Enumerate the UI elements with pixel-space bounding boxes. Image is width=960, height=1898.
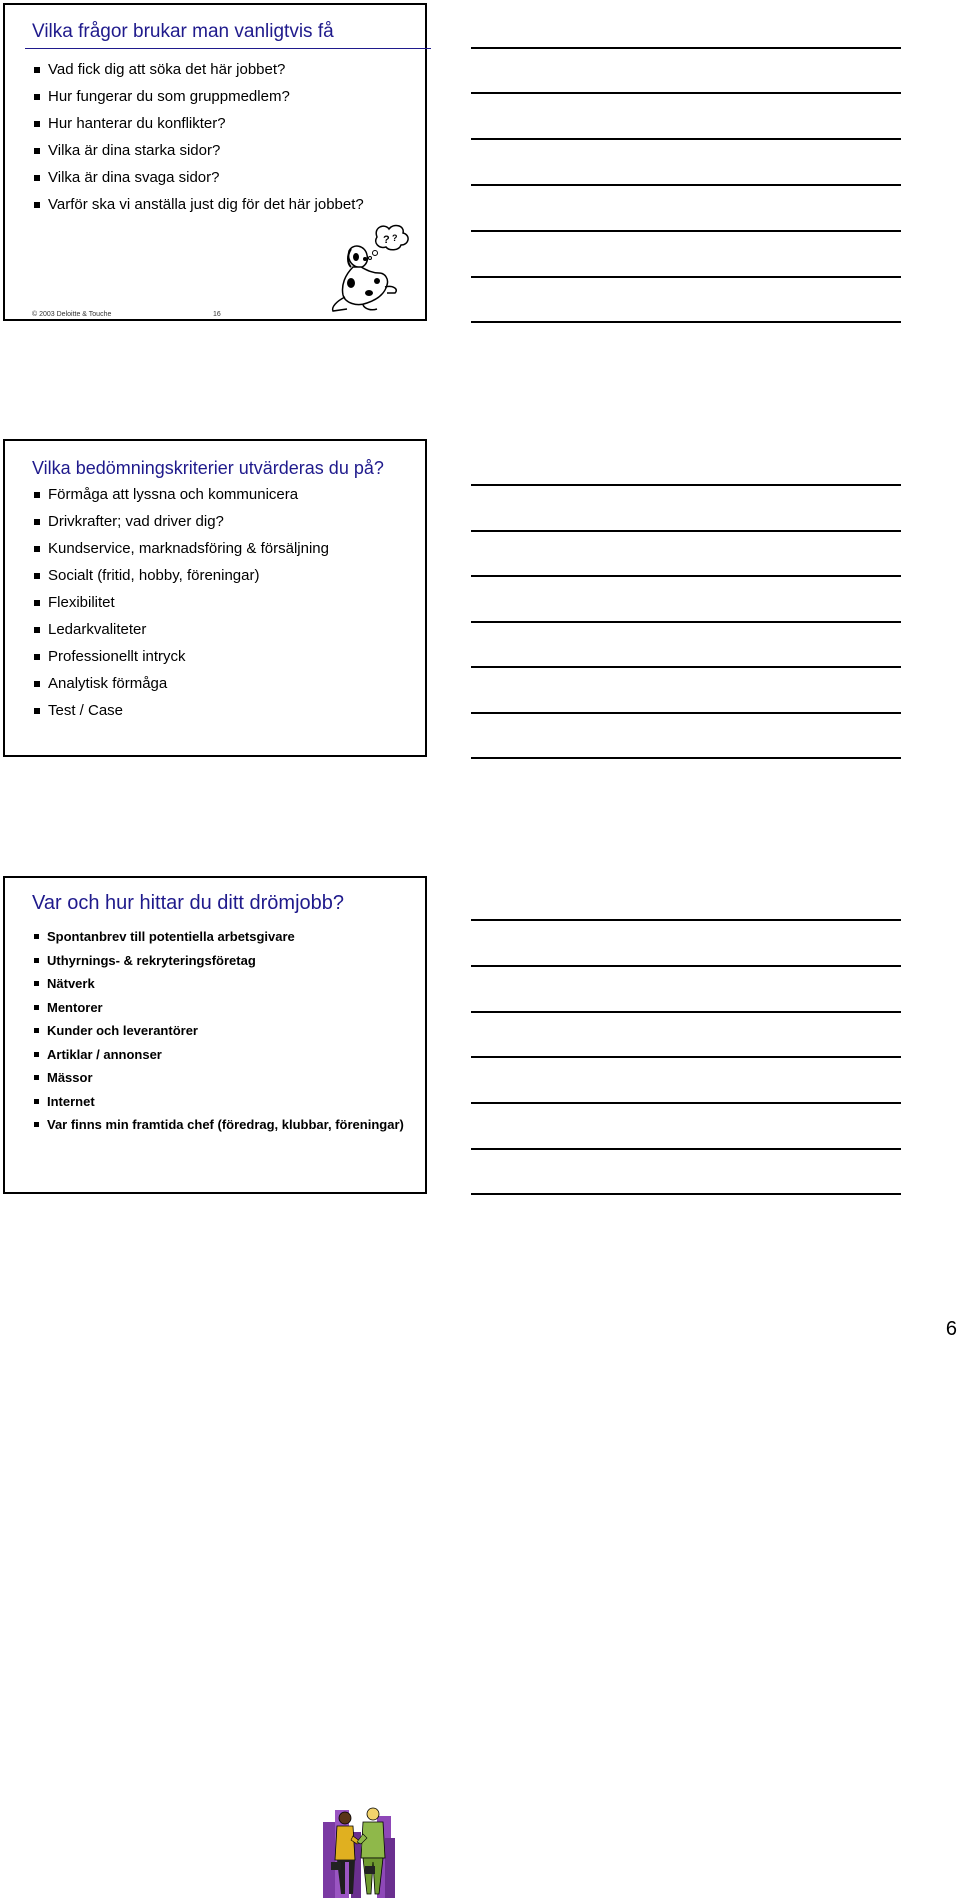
- notes-line: [471, 965, 901, 967]
- notes-line: [471, 321, 901, 323]
- bullet-square-icon: [34, 600, 40, 606]
- slide-title: Var och hur hittar du ditt drömjobb?: [32, 892, 345, 914]
- bullet-square-icon: [34, 546, 40, 552]
- bullet-item: Analytisk förmåga: [32, 674, 329, 701]
- bullet-item: Förmåga att lyssna och kommunicera: [32, 485, 329, 512]
- bullet-square-icon: [34, 627, 40, 633]
- notes-line: [471, 575, 901, 577]
- bullet-item: Professionellt intryck: [32, 647, 329, 674]
- bullet-item: Ledarkvaliteter: [32, 620, 329, 647]
- bullet-square-icon: [34, 981, 39, 986]
- notes-line: [471, 919, 901, 921]
- notes-line: [471, 530, 901, 532]
- bullet-square-icon: [34, 121, 40, 127]
- bullet-list: [32, 60, 364, 222]
- bullet-item: Test / Case: [32, 701, 329, 728]
- bullet-list: [32, 485, 329, 728]
- notes-line: [471, 1148, 901, 1150]
- bullet-square-icon: [34, 654, 40, 660]
- notes-line: [471, 184, 901, 186]
- notes-line: [471, 712, 901, 714]
- notes-line: [471, 230, 901, 232]
- bullet-square-icon: [34, 681, 40, 687]
- bullet-item: Uthyrnings- & rekryteringsföretag: [32, 953, 404, 977]
- bullet-square-icon: [34, 958, 39, 963]
- bullet-item: Mentorer: [32, 1000, 404, 1024]
- bullet-square-icon: [34, 148, 40, 154]
- bullet-square-icon: [34, 175, 40, 181]
- bullet-item: Mässor: [32, 1070, 404, 1094]
- bullet-item: Nätverk: [32, 976, 404, 1000]
- notes-line: [471, 47, 901, 49]
- bullet-square-icon: [34, 708, 40, 714]
- title-underline: [25, 48, 431, 49]
- slide-number: 16: [213, 311, 221, 318]
- notes-line: [471, 621, 901, 623]
- notes-line: [471, 1056, 901, 1058]
- bullet-square-icon: [34, 94, 40, 100]
- bullet-square-icon: [34, 934, 39, 939]
- bullet-square-icon: [34, 1075, 39, 1080]
- slide-criteria: [3, 439, 427, 757]
- bullet-item: Artiklar / annonser: [32, 1047, 404, 1071]
- slide-dreamjob: [3, 876, 427, 1194]
- bullet-item: Varför ska vi anställa just dig för det här jobbet?: [32, 195, 364, 222]
- bullet-item: Kundservice, marknadsföring & försäljning: [32, 539, 329, 566]
- slide-16: [3, 3, 427, 321]
- bullet-square-icon: [34, 1052, 39, 1057]
- notes-line: [471, 1011, 901, 1013]
- bullet-item: Spontanbrev till potentiella arbetsgivare: [32, 929, 404, 953]
- bullet-square-icon: [34, 492, 40, 498]
- svg-text:?: ?: [392, 233, 398, 243]
- bullet-square-icon: [34, 573, 40, 579]
- notes-line: [471, 138, 901, 140]
- thinking-dog-clipart: [323, 223, 415, 315]
- bullet-square-icon: [34, 1099, 39, 1104]
- bullet-square-icon: [34, 519, 40, 525]
- handshake-clipart: [321, 1802, 397, 1898]
- bullet-square-icon: [34, 1122, 39, 1127]
- bullet-square-icon: [34, 202, 40, 208]
- bullet-square-icon: [34, 67, 40, 73]
- bullet-item: Kunder och leverantörer: [32, 1023, 404, 1047]
- bullet-item: Flexibilitet: [32, 593, 329, 620]
- bullet-item: Hur hanterar du konflikter?: [32, 114, 364, 141]
- notes-line: [471, 666, 901, 668]
- bullet-item: Vad fick dig att söka det här jobbet?: [32, 60, 364, 87]
- bullet-list: [32, 929, 404, 1141]
- notes-line: [471, 484, 901, 486]
- notes-line: [471, 757, 901, 759]
- bullet-square-icon: [34, 1005, 39, 1010]
- page-number: 6: [945, 1318, 957, 1340]
- bullet-item: Hur fungerar du som gruppmedlem?: [32, 87, 364, 114]
- bullet-item: Vilka är dina svaga sidor?: [32, 168, 364, 195]
- bullet-item: Var finns min framtida chef (föredrag, klubbar, föreningar): [32, 1117, 404, 1141]
- notes-line: [471, 276, 901, 278]
- notes-line: [471, 92, 901, 94]
- slide-title: Vilka bedömningskriterier utvärderas du på?: [32, 458, 384, 478]
- bullet-item: Vilka är dina starka sidor?: [32, 141, 364, 168]
- bullet-square-icon: [34, 1028, 39, 1033]
- notes-line: [471, 1193, 901, 1195]
- bullet-item: Socialt (fritid, hobby, föreningar): [32, 566, 329, 593]
- notes-line: [471, 1102, 901, 1104]
- bullet-item: Internet: [32, 1094, 404, 1118]
- footer-copyright: © 2003 Deloitte & Touche: [32, 311, 112, 318]
- svg-text:?: ?: [383, 234, 390, 246]
- bullet-item: Drivkrafter; vad driver dig?: [32, 512, 329, 539]
- slide-title: Vilka frågor brukar man vanligtvis få: [32, 21, 334, 42]
